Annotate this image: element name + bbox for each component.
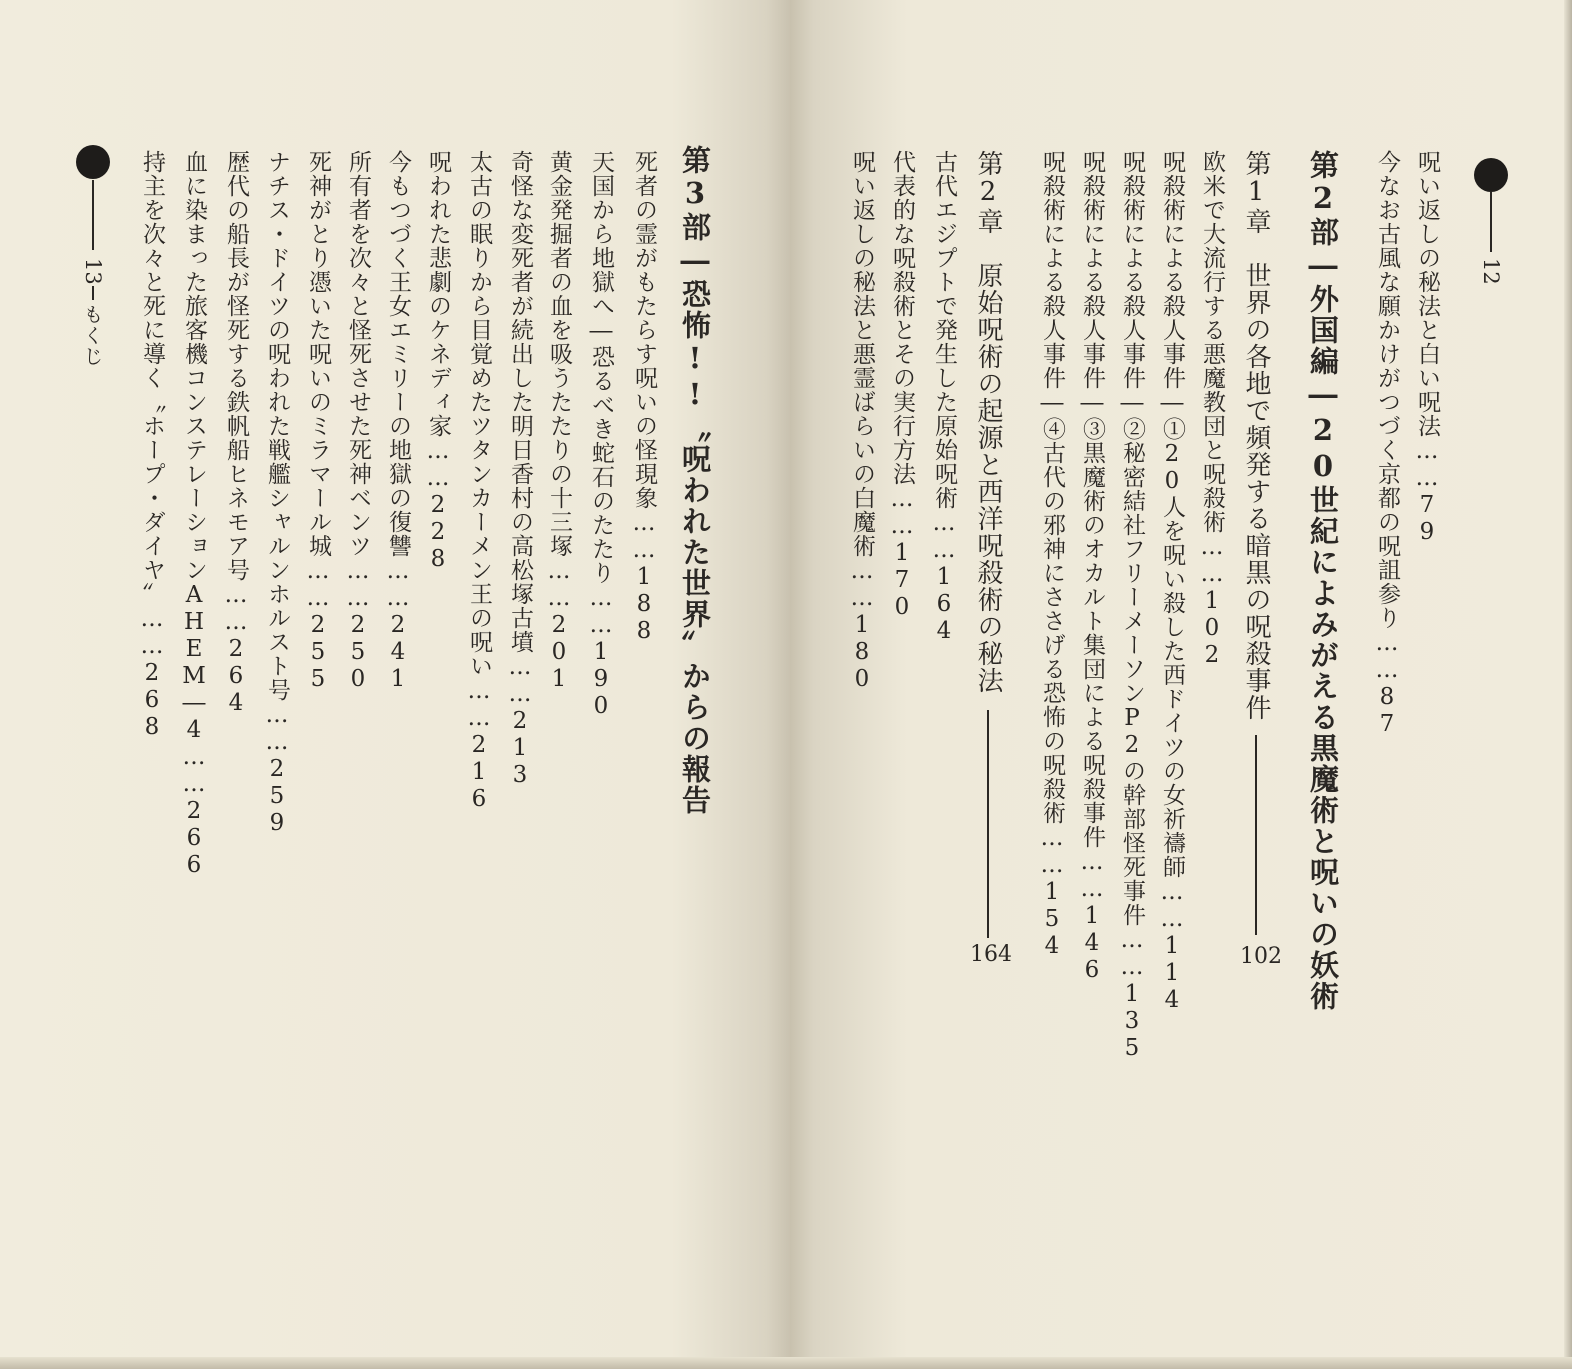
chapter-page-ref: 164 — [970, 942, 1012, 967]
toc-entry: 呪われた悲劇のケネディ家……228 — [425, 150, 451, 573]
folio-label: もくじ — [80, 304, 104, 367]
toc-entry: 黄金発掘者の血を吸うたたりの十三塚……201 — [546, 150, 572, 693]
toc-entry: 血に染まった旅客機コンステレーションAHEM―4……266 — [181, 150, 207, 879]
toc-entry: ナチス・ドイツの呪われた戦艦シャルンホルスト号……259 — [264, 150, 290, 837]
page-edge-bottom — [0, 1357, 1572, 1369]
toc-entry: 呪い返しの秘法と悪霊ばらいの白魔術……180 — [849, 150, 875, 693]
toc-entry: 死神がとり憑いた呪いのミラマール城……255 — [305, 150, 331, 693]
toc-entry: 太古の眠りから目覚めたツタンカーメン王の呪い……216 — [466, 150, 492, 813]
toc-entry: 今もつづく王女エミリーの地獄の復讐……241 — [385, 150, 411, 693]
toc-entry: 天国から地獄へ―恐るべき蛇石のたたり……190 — [588, 150, 614, 720]
chapter-rule — [987, 710, 989, 938]
toc-entry: 歴代の船長が怪死する鉄帆船ヒネモア号……264 — [223, 150, 249, 717]
toc-entry: 所有者を次々と怪死させた死神ベンツ……250 — [345, 150, 371, 693]
folio-rule-short — [92, 286, 94, 300]
toc-entry: 古代エジプトで発生した原始呪術……164 — [931, 150, 957, 645]
folio-dot-icon — [1474, 158, 1508, 192]
part3-heading: 第3部―恐怖!!〝呪われた世界〟からの報告 — [678, 145, 712, 816]
page-edge-right — [1564, 0, 1572, 1369]
folio-number: 13 — [81, 258, 105, 285]
folio-rule — [1490, 192, 1492, 252]
toc-entry: 奇怪な変死者が続出した明日香村の高松塚古墳……213 — [507, 150, 533, 789]
chapter1-heading: 第1章 世界の各地で頻発する暗黒の呪殺事件 — [1241, 150, 1271, 721]
toc-entry: 代表的な呪殺術とその実行方法……170 — [889, 150, 915, 621]
toc-entry: 今なお古風な願かけがつづく京都の呪詛参り……87 — [1374, 150, 1400, 738]
toc-entry: 欧米で大流行する悪魔教団と呪殺術……102 — [1199, 150, 1225, 669]
folio-rule — [92, 180, 94, 250]
toc-entry: 呪殺術による殺人事件―④古代の邪神にささげる恐怖の呪殺術……154 — [1039, 150, 1065, 960]
toc-entry: 呪い返しの秘法と白い呪法……79 — [1414, 150, 1440, 546]
folio-dot-icon — [76, 145, 110, 179]
chapter-rule — [1255, 735, 1257, 935]
toc-entry: 持主を次々と死に導く〝ホープ・ダイヤ〟……268 — [139, 150, 165, 741]
chapter-page-ref: 102 — [1240, 944, 1282, 969]
folio-number: 12 — [1479, 258, 1503, 285]
toc-entry: 呪殺術による殺人事件―③黒魔術のオカルト集団による呪殺事件……146 — [1079, 150, 1105, 984]
right-page — [790, 0, 1572, 1369]
toc-entry: 呪殺術による殺人事件―②秘密結社フリーメーソンP2の幹部怪死事件……135 — [1119, 150, 1145, 1062]
toc-entry: 呪殺術による殺人事件―①20人を呪い殺した西ドイツの女祈禱師……114 — [1159, 150, 1185, 1014]
toc-entry: 死者の霊がもたらす呪いの怪現象……188 — [631, 150, 657, 645]
chapter2-heading: 第2章 原始呪術の起源と西洋呪殺術の秘法 — [973, 150, 1003, 694]
part2-heading: 第2部―外国編―20世紀によみがえる黒魔術と呪いの妖術 — [1306, 150, 1340, 1012]
